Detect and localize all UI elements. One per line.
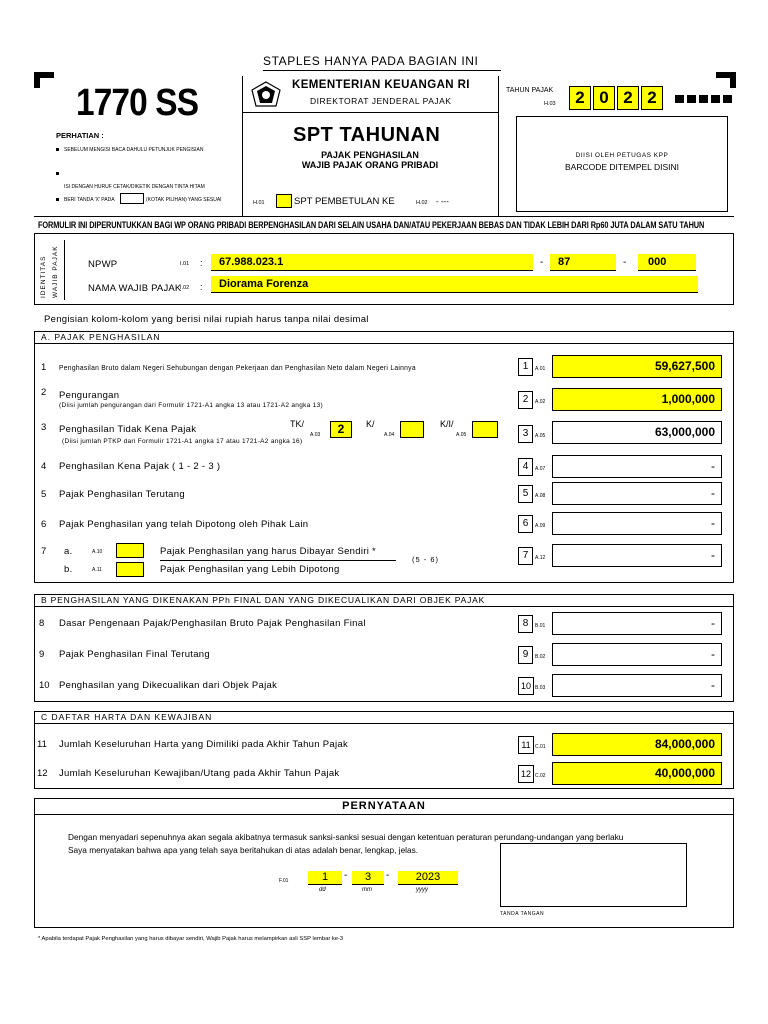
row-code: B.01 [535, 623, 546, 629]
divider [498, 76, 499, 216]
ptkp-ki-label: K/I/ [440, 419, 454, 429]
row-code: A.08 [535, 493, 546, 499]
date-day-input[interactable]: 1 [308, 871, 342, 885]
row7-a-checkbox[interactable] [116, 543, 144, 558]
row-code: C.01 [535, 744, 546, 750]
row-label: Jumlah Keseluruhan Kewajiban/Utang pada Akhir Tahun Pajak [59, 768, 340, 779]
officer-note: DIISI OLEH PETUGAS KPP [575, 152, 669, 159]
corner-mark-right-v [730, 72, 736, 88]
row-box-number: 6 [518, 515, 533, 533]
row-number: 6 [41, 519, 47, 530]
gross-income-input[interactable]: 59,627,500 [552, 355, 722, 378]
taxpayer-name-input[interactable]: Diorama Forenza [211, 276, 698, 293]
attention-1: SEBELUM MENGISI BACA DAHULU PETUNJUK PENGISIAN [64, 147, 204, 153]
tax-due-value[interactable]: - [552, 544, 722, 567]
section-b-title: B PENGHASILAN YANG DIKENAKAN PPh FINAL DAN YANG DIKECUALIKAN DARI OBJEK PAJAK [35, 595, 733, 607]
row-code: A.05 [535, 433, 546, 439]
final-tax-payable-value[interactable]: - [552, 643, 722, 666]
sync-block [723, 95, 732, 103]
row-label: Pajak Penghasilan yang telah Dipotong oleh Pihak Lain [59, 519, 309, 530]
row-box-number: 12 [518, 765, 534, 783]
date-month-input[interactable]: 3 [352, 871, 384, 885]
form-code: 1770 SS [76, 82, 199, 124]
row-sublabel: (Diisi jumlah PTKP dari Formulir 1721-A1 angka 17 atau 1721-A2 angka 16) [62, 438, 303, 445]
row-label: Dasar Pengenaan Pajak/Penghasilan Bruto Pajak Penghasilan Final [59, 618, 366, 629]
attention-2: ISI DENGAN HURUF CETAK/DIKETIK DENGAN TINTA HITAM [64, 184, 205, 190]
row-number: 1 [41, 362, 47, 373]
row7-a-marker: a. [64, 546, 73, 557]
divider [64, 240, 65, 300]
h01-code: H.01 [253, 200, 265, 206]
doc-subtitle-2: WAJIB PAJAK ORANG PRIBADI [301, 160, 439, 170]
statement-line-1: Dengan menyadari sepenuhnya akan segala akibatnya termasuk sanksi-sanksi sesuai dengan ketentuan peraturan perundang-undangan yang berlaku [68, 832, 624, 842]
section-a-title: A. PAJAK PENGHASILAN [35, 332, 733, 344]
row-box-number: 10 [518, 677, 534, 695]
tax-year-digit[interactable]: 2 [617, 86, 639, 110]
yyyy-label: yyyy [416, 887, 428, 893]
dash: - [623, 257, 627, 268]
sync-block [687, 95, 696, 103]
attention-3b: (KOTAK PILIHAN) YANG SESUAI [146, 197, 222, 203]
ptkp-tk-code: A.03 [310, 432, 321, 438]
directorate-name: DIREKTORAT JENDERAL PAJAK [310, 96, 452, 106]
section-c-title: C DAFTAR HARTA DAN KEWAJIBAN [35, 712, 733, 724]
colon: : [200, 258, 203, 268]
tax-year-digit[interactable]: 0 [593, 86, 615, 110]
row-number: 7 [41, 546, 47, 557]
staples-note: STAPLES HANYA PADA BAGIAN INI [263, 54, 479, 68]
ministry-name: KEMENTERIAN KEUANGAN RI [292, 79, 470, 91]
sample-checkbox [120, 193, 144, 204]
tax-year-label: TAHUN PAJAK [506, 87, 554, 94]
identity-side-label: WAJIB PAJAK [52, 245, 59, 298]
row7-b-label: Pajak Penghasilan yang Lebih Dipotong [160, 564, 340, 575]
divider [34, 814, 734, 815]
row-code: A.12 [535, 555, 546, 561]
attention-3a: BERI TANDA 'X' PADA [64, 197, 115, 203]
ptkp-ki-code: A.05 [456, 432, 467, 438]
row-label: Penghasilan yang Dikecualikan dari Objek Pajak [59, 680, 278, 691]
taxable-income-value[interactable]: - [552, 455, 722, 478]
h02-code: H.02 [416, 200, 428, 206]
row-box-number: 5 [518, 485, 533, 503]
ptkp-k-input[interactable] [400, 421, 424, 438]
doc-title: SPT TAHUNAN [293, 124, 441, 146]
row-code: A.02 [535, 399, 546, 405]
deduction-input[interactable]: 1,000,000 [552, 388, 722, 411]
row-number: 3 [41, 422, 47, 433]
bullet [56, 172, 59, 175]
row-number: 12 [37, 768, 48, 779]
row-box-number: 3 [518, 425, 533, 443]
divider [263, 70, 501, 71]
date-code: F.01 [279, 878, 289, 884]
colon: : [200, 282, 203, 292]
tax-withheld-value[interactable]: - [552, 512, 722, 535]
row-box-number: 11 [518, 736, 534, 754]
dd-label: dd [319, 887, 326, 893]
ptkp-ki-input[interactable] [472, 421, 498, 438]
pembetulan-label: SPT PEMBETULAN KE [294, 196, 395, 207]
bullet [56, 148, 59, 151]
identity-side-label: IDENTITAS [40, 255, 47, 298]
row-box-number: 8 [518, 615, 533, 633]
npwp-label: NPWP [88, 259, 118, 270]
pembetulan-checkbox[interactable] [276, 194, 292, 208]
row-sublabel: (Diisi jumlah pengurangan dari Formulir 1721-A1 angka 13 atau 1721-A2 angka 13) [59, 402, 323, 409]
ptkp-k-label: K/ [366, 419, 375, 429]
npwp-kpp-input[interactable]: 000 [638, 254, 696, 271]
signature-label: TANDA TANGAN [500, 911, 545, 917]
row-number: 8 [39, 618, 45, 629]
row-number: 2 [41, 387, 47, 398]
divider [242, 112, 498, 113]
dash: - [344, 870, 348, 881]
attention-label: PERHATIAN : [56, 131, 104, 140]
row-number: 9 [39, 649, 45, 660]
barcode-note: BARCODE DITEMPEL DISINI [565, 162, 679, 172]
date-year-input[interactable]: 2023 [398, 871, 458, 885]
row-code: C.02 [535, 773, 546, 779]
row-number: 11 [37, 739, 47, 750]
row-number: 10 [39, 680, 50, 691]
bullet [56, 198, 59, 201]
ptkp-k-code: A.04 [384, 432, 395, 438]
tax-year-digit[interactable]: 2 [569, 86, 591, 110]
row-label: Penghasilan Tidak Kena Pajak [59, 424, 197, 435]
row-code: A.09 [535, 523, 546, 529]
row7-a-code: A.10 [92, 549, 103, 555]
divider [34, 216, 734, 217]
row-box-number: 4 [518, 458, 533, 476]
row-box-number: 7 [518, 547, 533, 565]
row7-formula: (5 - 6) [412, 555, 440, 564]
row7-b-code: A.11 [92, 567, 102, 573]
statement-title: PERNYATAAN [342, 800, 426, 812]
name-label: NAMA WAJIB PAJAK [88, 283, 182, 294]
dash: - [540, 257, 544, 268]
ptkp-total-value[interactable]: 63,000,000 [552, 421, 722, 444]
row-number: 5 [41, 489, 47, 500]
excluded-income-value[interactable]: - [552, 674, 722, 697]
row-box-number: 1 [518, 358, 533, 376]
row-box-number: 2 [518, 391, 533, 409]
tax-year-code: H.03 [544, 101, 556, 107]
decimal-note: Pengisian kolom-kolom yang berisi nilai rupiah harus tanpa nilai desimal [44, 314, 369, 325]
row-label: Pengurangan [59, 390, 120, 401]
tax-year-digit[interactable]: 2 [641, 86, 663, 110]
row-label: Penghasilan Bruto dalam Negeri Sehubungan dengan Pekerjaan dan Penghasilan Neto dalam Negeri Lainnya [59, 363, 416, 372]
pembetulan-number[interactable]: - --- [436, 197, 449, 206]
ptkp-tk-label: TK/ [290, 419, 305, 429]
sync-block [675, 95, 684, 103]
ptkp-tk-input[interactable]: 2 [330, 421, 352, 438]
row-label: Penghasilan Kena Pajak ( 1 - 2 - 3 ) [59, 461, 221, 472]
row7-b-checkbox[interactable] [116, 562, 144, 577]
divider [242, 76, 243, 216]
row-number: 4 [41, 461, 47, 472]
total-assets-input[interactable]: 84,000,000 [552, 733, 722, 756]
row-code: B.02 [535, 654, 546, 660]
row-code: B.03 [535, 685, 546, 691]
statement-line-2: Saya menyatakan bahwa apa yang telah saya beritahukan di atas adalah benar, lengkap, jelas. [68, 845, 419, 855]
row-box-number: 9 [518, 646, 533, 664]
row7-a-label: Pajak Penghasilan yang harus Dibayar Sendiri * [160, 546, 377, 557]
row-code: A.07 [535, 466, 546, 472]
dash: - [386, 870, 390, 881]
divider [160, 560, 396, 561]
npwp-code: I.01 [180, 261, 190, 267]
npwp-input[interactable]: 67.988.023.1 [211, 254, 533, 271]
signature-box[interactable] [500, 843, 687, 907]
tax-payable-value[interactable]: - [552, 482, 722, 505]
name-code: I.02 [180, 285, 190, 291]
row-label: Pajak Penghasilan Final Terutang [59, 649, 210, 660]
garuda-emblem-icon [250, 80, 282, 108]
row7-b-marker: b. [64, 564, 73, 575]
footnote: * Apabila terdapat Pajak Penghasilan yang harus dibayar sendiri, Wajib Pajak harus melampirkan asli SSP lembar ke-3 [38, 936, 344, 942]
row-label: Pajak Penghasilan Terutang [59, 489, 185, 500]
sync-block [711, 95, 720, 103]
total-liabilities-input[interactable]: 40,000,000 [552, 762, 722, 785]
mm-label: mm [362, 887, 372, 893]
corner-mark-left-v [34, 72, 40, 88]
row-label: Jumlah Keseluruhan Harta yang Dimiliki pada Akhir Tahun Pajak [59, 739, 349, 750]
doc-subtitle-1: PAJAK PENGHASILAN [321, 150, 419, 160]
npwp-branch-input[interactable]: 87 [550, 254, 616, 271]
sync-block [699, 95, 708, 103]
form-purpose: FORMULIR INI DIPERUNTUKKAN BAGI WP ORANG PRIBADI BERPENGHASILAN DARI SELAIN USAHA DAN/ATAU PEKERJAAN BEBAS DAN TIDAK LEBIH DARI Rp60 JUTA DALAM SATU TAHUN [38, 220, 705, 230]
final-tax-base-value[interactable]: - [552, 612, 722, 635]
row-code: A.01 [535, 366, 546, 372]
